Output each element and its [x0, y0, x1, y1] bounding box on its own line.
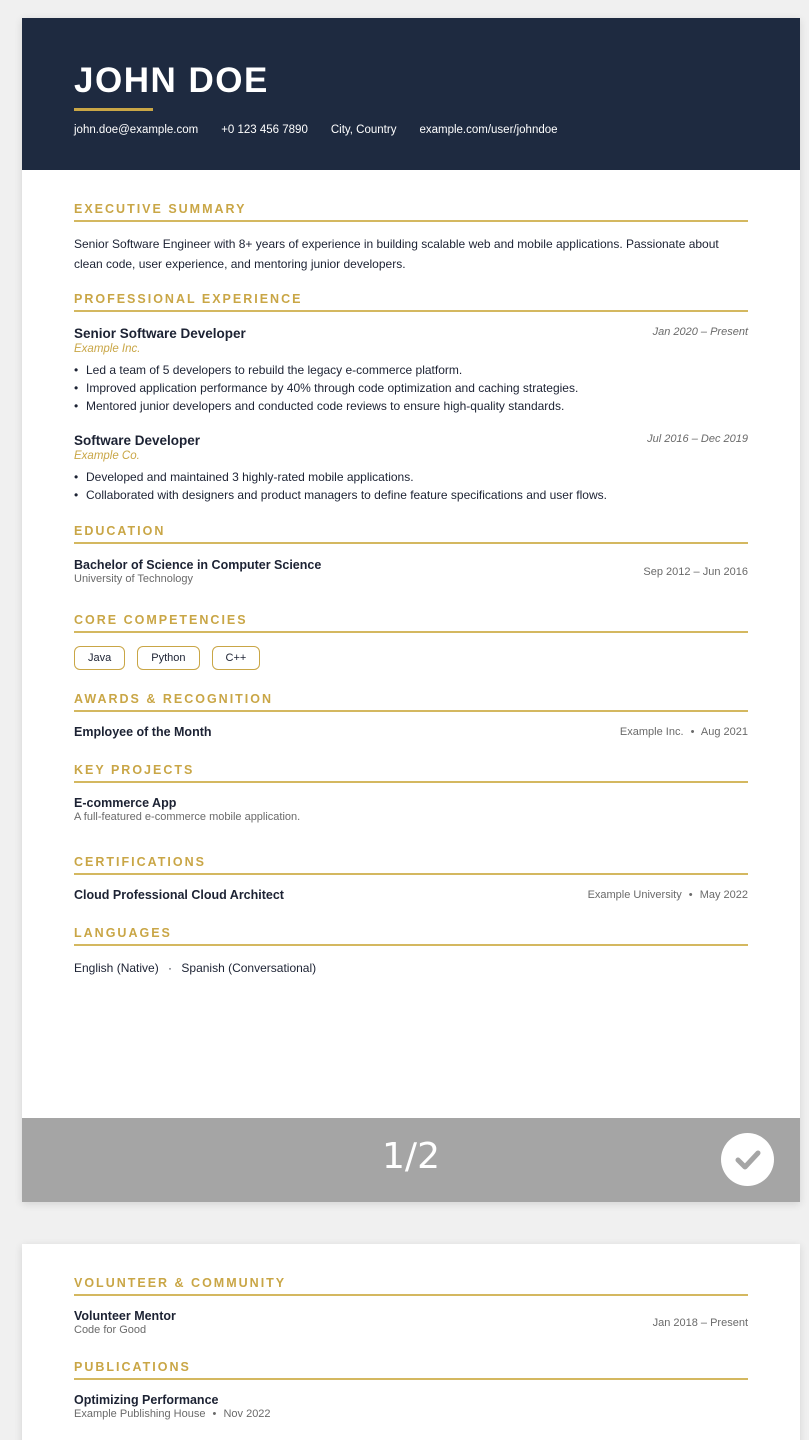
candidate-name: JOHN DOE	[74, 61, 269, 100]
job-bullet: • Led a team of 5 developers to rebuild the legacy e-commerce platform.	[74, 361, 748, 379]
school-name: University of Technology	[74, 573, 194, 585]
section-title-publications: PUBLICATIONS	[74, 1360, 748, 1380]
language-separator: ·	[168, 961, 173, 975]
summary-text: Senior Software Engineer with 8+ years of experience in building scalable web and mobile applications. Passionate about clean code, user experience, and mentoring junior developers.	[74, 237, 719, 271]
section-title-competencies: CORE COMPETENCIES	[74, 613, 748, 633]
project-description: A full-featured e-commerce mobile application.	[74, 811, 301, 823]
award-date: Aug 2021	[700, 726, 748, 738]
section-projects	[74, 763, 748, 823]
education-dates: Sep 2012 – Jun 2016	[643, 565, 748, 578]
job-title: Software Developer	[74, 433, 201, 448]
contact-email: john.doe@example.com	[74, 124, 199, 136]
section-title-certifications: CERTIFICATIONS	[74, 855, 748, 875]
award-meta	[620, 726, 748, 738]
checkmark-icon	[731, 1143, 765, 1177]
job-bullet: • Developed and maintained 3 highly-rated mobile applications.	[74, 468, 748, 486]
section-title-education: EDUCATION	[74, 524, 748, 544]
meta-separator: •	[688, 889, 693, 901]
certification-issuer: Example University	[587, 889, 682, 901]
job-bullets	[74, 468, 748, 504]
resume-body-2	[22, 1244, 800, 1420]
job-bullet: • Collaborated with designers and product managers to define feature specifications and user flows.	[74, 486, 748, 504]
section-title-projects: KEY PROJECTS	[74, 763, 748, 783]
meta-separator: •	[212, 1408, 217, 1420]
job-dates: Jan 2020 – Present	[652, 326, 748, 338]
volunteer-org: Code for Good	[74, 1324, 147, 1336]
volunteer-dates: Jan 2018 – Present	[652, 1316, 748, 1329]
resume-header	[22, 18, 800, 170]
skill-chips	[74, 646, 748, 670]
publication-name: Optimizing Performance	[74, 1393, 219, 1407]
certification-date: May 2022	[699, 889, 748, 901]
resume-page-1[interactable]	[22, 18, 800, 1202]
volunteer-role: Volunteer Mentor	[74, 1309, 176, 1323]
languages-list	[74, 958, 748, 978]
contact-website: example.com/user/johndoe	[419, 124, 558, 136]
certification-meta	[588, 889, 748, 901]
section-education	[74, 524, 748, 585]
contact-location: City, Country	[330, 124, 397, 136]
skill-chip: Java	[74, 646, 125, 670]
certification-name: Cloud Professional Cloud Architect	[74, 888, 284, 902]
resume-page-2[interactable]	[22, 1244, 800, 1440]
contact-phone: +0 123 456 7890	[221, 124, 308, 136]
skill-chip: Python	[137, 646, 199, 670]
publication-date: Nov 2022	[223, 1408, 271, 1420]
job-bullets	[74, 361, 748, 415]
job-entry	[74, 326, 748, 415]
section-volunteer	[74, 1244, 748, 1336]
degree-name: Bachelor of Science in Computer Science	[74, 558, 322, 572]
section-languages	[74, 926, 748, 978]
section-competencies	[74, 613, 748, 670]
job-bullet: • Mentored junior developers and conducted code reviews to ensure high-quality standards.	[74, 397, 748, 415]
job-dates: Jul 2016 – Dec 2019	[647, 433, 748, 445]
section-title-awards: AWARDS & RECOGNITION	[74, 692, 748, 712]
page-status-bar	[22, 1118, 800, 1202]
meta-separator: •	[690, 726, 695, 738]
language-item: Spanish (Conversational)	[181, 961, 317, 975]
section-awards	[74, 692, 748, 739]
project-name: E-commerce App	[74, 796, 177, 810]
section-certifications	[74, 855, 748, 902]
job-bullet: • Improved application performance by 40% through code optimization and caching strategies.	[74, 379, 748, 397]
name-underline	[74, 108, 153, 111]
award-name: Employee of the Month	[74, 725, 212, 739]
selected-check-button[interactable]	[721, 1133, 774, 1186]
resume-body	[22, 202, 800, 978]
section-title-volunteer: VOLUNTEER & COMMUNITY	[74, 1276, 748, 1296]
section-summary	[74, 202, 748, 274]
contact-line	[74, 124, 748, 136]
job-entry	[74, 433, 748, 504]
section-experience	[74, 292, 748, 504]
language-item: English (Native)	[74, 961, 159, 975]
section-title-experience: PROFESSIONAL EXPERIENCE	[74, 292, 748, 312]
publication-meta	[74, 1408, 748, 1420]
section-title-languages: LANGUAGES	[74, 926, 748, 946]
job-company: Example Co.	[74, 450, 140, 462]
skill-chip: C++	[212, 646, 261, 670]
section-title-summary: EXECUTIVE SUMMARY	[74, 202, 748, 222]
job-company: Example Inc.	[74, 343, 141, 355]
page-indicator: 1/2	[382, 1136, 440, 1177]
job-title: Senior Software Developer	[74, 326, 246, 341]
section-publications	[74, 1360, 748, 1420]
publication-publisher: Example Publishing House	[74, 1408, 206, 1420]
award-issuer: Example Inc.	[619, 726, 684, 738]
